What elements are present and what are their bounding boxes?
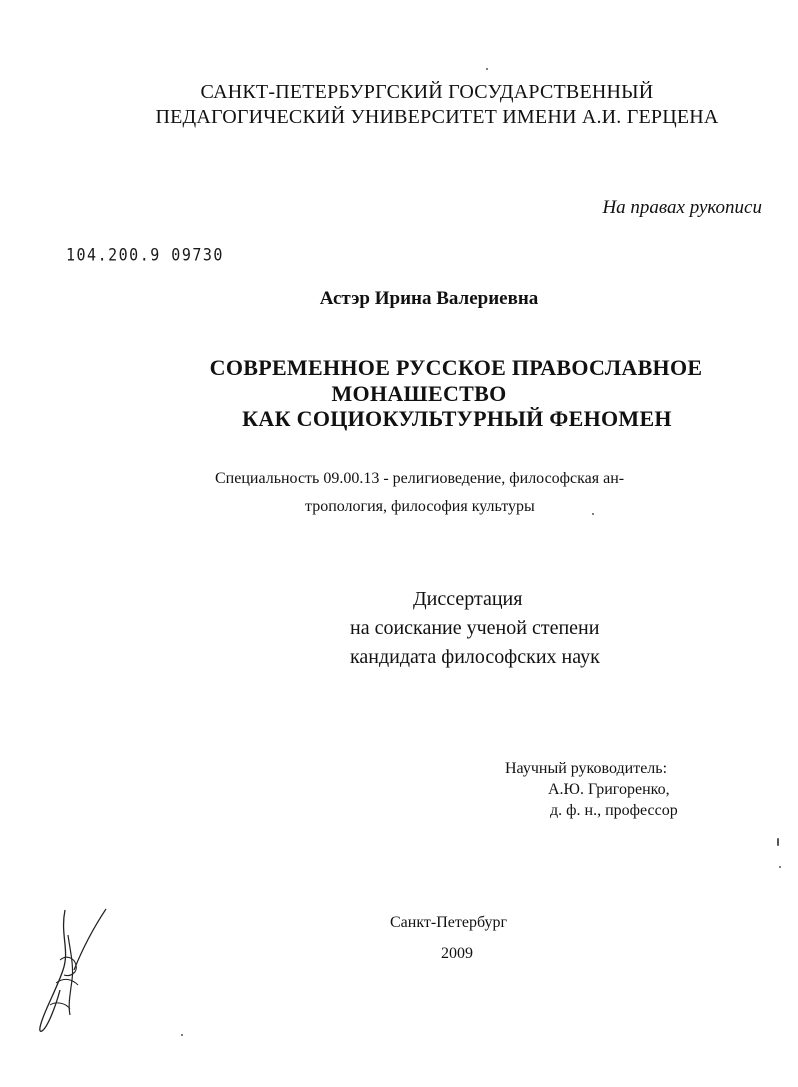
degree-name-line: кандидата философских наук — [350, 646, 600, 668]
university-name-line2: ПЕДАГОГИЧЕСКИЙ УНИВЕРСИТЕТ ИМЕНИ А.И. ГЕРЦЕНА — [155, 106, 719, 128]
specialty-line2: тропология, философия культуры — [305, 498, 535, 515]
advisor-label: Научный руководитель: — [505, 760, 668, 777]
scan-speck — [592, 513, 594, 515]
thesis-title-line1: СОВРЕМЕННОЕ РУССКОЕ ПРАВОСЛАВНОЕ — [209, 355, 703, 380]
city: Санкт-Петербург — [390, 914, 508, 931]
dissertation-label: Диссертация — [413, 588, 523, 610]
university-name-line1: САНКТ-ПЕТЕРБУРГСКИЙ ГОСУДАРСТВЕННЫЙ — [200, 81, 654, 103]
rights-note: На правах рукописи — [602, 197, 762, 218]
thesis-title-line3: КАК СОЦИОКУЛЬТУРНЫЙ ФЕНОМЕН — [242, 406, 672, 431]
author-name: Астэр Ирина Валериевна — [319, 288, 539, 309]
thesis-title-line2: МОНАШЕСТВО — [331, 381, 507, 406]
signature-icon — [30, 905, 130, 1040]
library-stamp-code: 104.200.9 09730 — [66, 244, 224, 266]
scan-speck — [779, 866, 781, 868]
specialty-line1: Специальность 09.00.13 - религиоведение, философская ан- — [215, 470, 625, 487]
advisor-name: А.Ю. Григоренко, — [548, 781, 670, 798]
scan-speck — [777, 838, 779, 846]
degree-purpose-line: на соискание ученой степени — [350, 617, 600, 639]
advisor-degree: д. ф. н., профессор — [550, 802, 678, 819]
scan-speck — [486, 68, 488, 70]
scan-speck — [181, 1034, 183, 1036]
year: 2009 — [441, 945, 473, 962]
